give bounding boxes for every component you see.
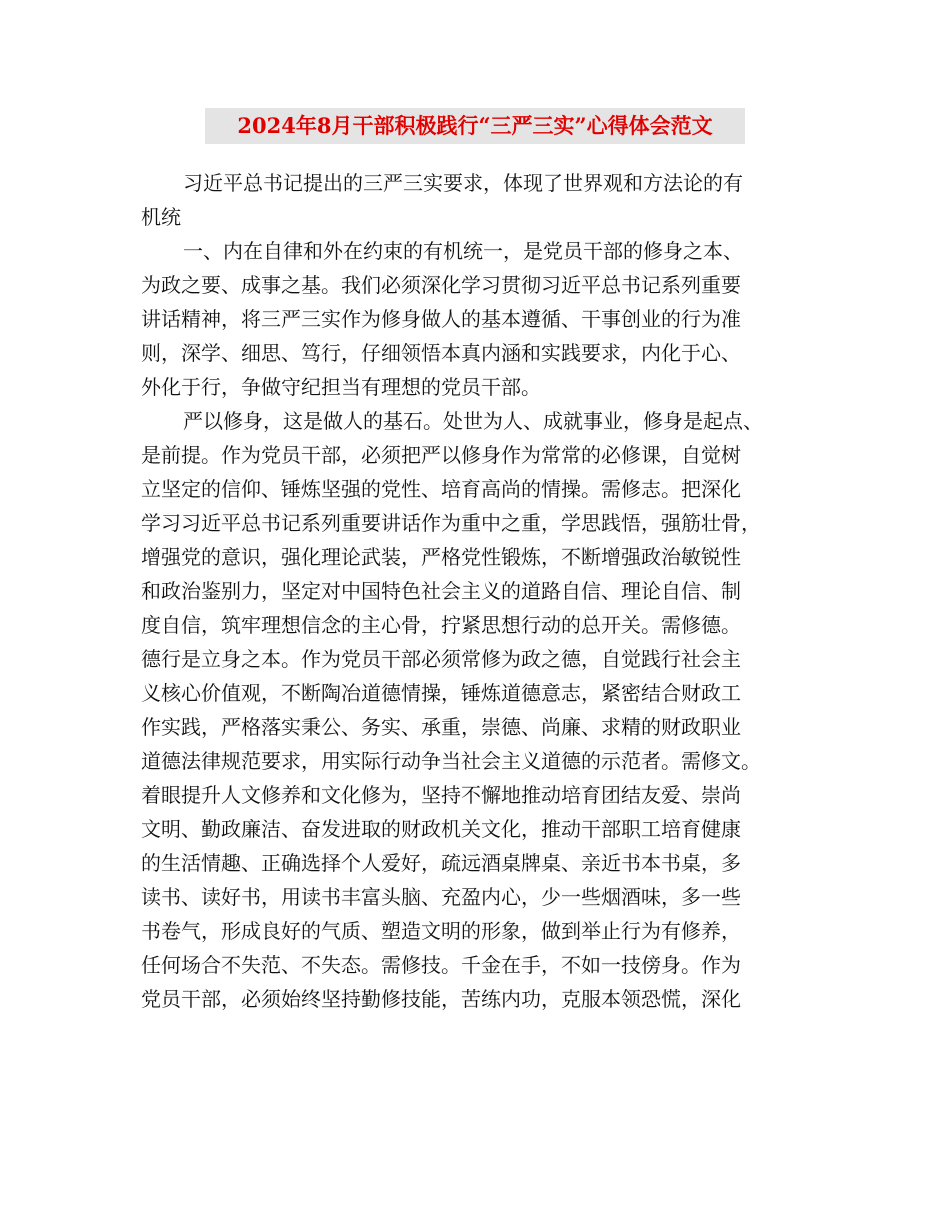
paragraph-line: 习近平总书记提出的三严三实要求，体现了世界观和方法论的有 xyxy=(183,171,743,195)
paragraph-line: 增强党的意识，强化理论武装，严格党性锻炼，不断增强政治敏锐性 xyxy=(141,545,741,569)
paragraph-line: 则，深学、细思、笃行，仔细领悟本真内涵和实践要求，内化于心、 xyxy=(141,341,741,365)
paragraph-line: 作实践，严格落实秉公、务实、承重，崇德、尚廉、求精的财政职业 xyxy=(141,715,741,739)
paragraph-line: 度自信，筑牢理想信念的主心骨，拧紧思想行动的总开关。需修德。 xyxy=(141,613,741,637)
document-body xyxy=(141,166,811,1016)
paragraph-line: 讲话精神，将三严三实作为修身做人的基本遵循、干事创业的行为准 xyxy=(141,307,741,331)
paragraph-line: 一、内在自律和外在约束的有机统一，是党员干部的修身之本、 xyxy=(183,239,743,263)
paragraph-line: 学习习近平总书记系列重要讲话作为重中之重，学思践悟，强筋壮骨， xyxy=(141,511,761,535)
paragraph-line: 和政治鉴别力，坚定对中国特色社会主义的道路自信、理论自信、制 xyxy=(141,579,741,603)
paragraph-line: 机统 xyxy=(141,205,181,229)
document-title: 2024年8月干部积极践行“三严三实”心得体会范文 xyxy=(237,113,713,138)
paragraph-line: 党员干部，必须始终坚持勤修技能，苦练内功，克服本领恐慌，深化 xyxy=(141,987,741,1011)
paragraph-line: 立坚定的信仰、锤炼坚强的党性、培育高尚的情操。需修志。把深化 xyxy=(141,477,741,501)
paragraph-line: 德行是立身之本。作为党员干部必须常修为政之德，自觉践行社会主 xyxy=(141,647,741,671)
paragraph-line: 读书、读好书，用读书丰富头脑、充盈内心，少一些烟酒味，多一些 xyxy=(141,885,741,909)
paragraph-line: 的生活情趣、正确选择个人爱好，疏远酒桌牌桌、亲近书本书桌，多 xyxy=(141,851,741,875)
paragraph-line: 文明、勤政廉洁、奋发进取的财政机关文化，推动干部职工培育健康 xyxy=(141,817,741,841)
paragraph-line: 书卷气，形成良好的气质、塑造文明的形象，做到举止行为有修养， xyxy=(141,919,741,943)
paragraph-line: 外化于行，争做守纪担当有理想的党员干部。 xyxy=(141,375,541,399)
paragraph-line: 为政之要、成事之基。我们必须深化学习贯彻习近平总书记系列重要 xyxy=(141,273,741,297)
paragraph-line: 着眼提升人文修养和文化修为，坚持不懈地推动培育团结友爱、崇尚 xyxy=(141,783,741,807)
paragraph-line: 严以修身，这是做人的基石。处世为人、成就事业，修身是起点、 xyxy=(183,409,763,433)
paragraph-line: 是前提。作为党员干部，必须把严以修身作为常常的必修课，自觉树 xyxy=(141,443,741,467)
paragraph-line: 任何场合不失范、不失态。需修技。千金在手，不如一技傍身。作为 xyxy=(141,953,741,977)
paragraph-line: 义核心价值观，不断陶冶道德情操，锤炼道德意志，紧密结合财政工 xyxy=(141,681,741,705)
paragraph-line: 道德法律规范要求，用实际行动争当社会主义道德的示范者。需修文。 xyxy=(141,749,761,773)
